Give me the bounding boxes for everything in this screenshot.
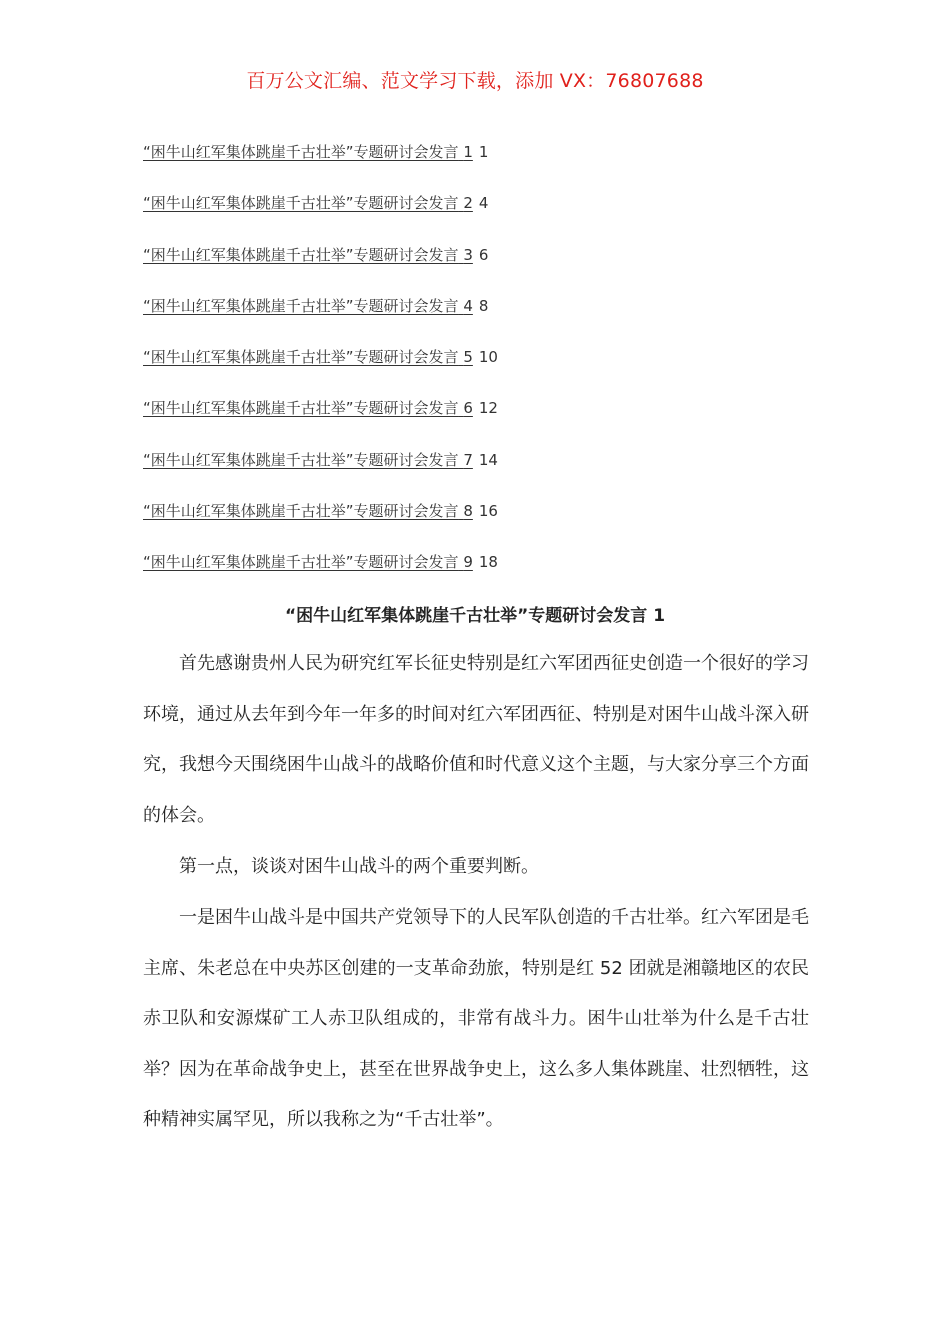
toc-page-number: 6 — [478, 245, 489, 264]
toc-item — [143, 245, 823, 296]
toc-page-number: 18 — [478, 553, 498, 572]
toc-page-number: 14 — [478, 450, 498, 469]
toc-item — [143, 142, 823, 193]
paragraph: 第一点，谈谈对困牛山战斗的两个重要判断。 — [179, 856, 539, 877]
toc-link[interactable]: “困牛山红军集体跳崖千古壮举”专题研讨会发言 8 — [143, 502, 473, 521]
toc-item — [143, 450, 823, 501]
toc-link[interactable]: “困牛山红军集体跳崖千古壮举”专题研讨会发言 9 — [143, 553, 473, 572]
paragraph: 首先感谢贵州人民为研究红军长征史特别是红六军团西征史创造一个很好的学习环境，通过从去年到今年一年多的时间对红六军团西征、特别是对困牛山战斗深入研究，我想今天围绕困牛山战斗的战略价值和时代意义这个主题，与大家分享三个方面的体会。 — [143, 653, 809, 826]
toc-item — [143, 501, 823, 552]
toc-link[interactable]: “困牛山红军集体跳崖千古壮举”专题研讨会发言 6 — [143, 399, 473, 418]
toc-item — [143, 193, 823, 244]
paragraph: 一是困牛山战斗是中国共产党领导下的人民军队创造的千古壮举。红六军团是毛主席、朱老总在中央苏区创建的一支革命劲旅，特别是红 52 团就是湘赣地区的农民赤卫队和安源煤矿工人赤卫队组成的，非常有战斗力。困牛山壮举为什么是千古壮举？因为在革命战争史上，甚至在世界战争史上，这么多人集体跳崖、壮烈牺牲，这种精神实属罕见，所以我称之为“千古壮举”。 — [143, 907, 809, 1131]
document-title: “困牛山红军集体跳崖千古壮举”专题研讨会发言 1 — [284, 606, 666, 626]
body-paragraph-block — [143, 842, 809, 893]
toc-page-number: 4 — [478, 194, 489, 213]
toc-item — [143, 398, 823, 449]
toc-item — [143, 347, 823, 398]
toc-item — [143, 296, 823, 347]
toc-item — [143, 552, 823, 603]
toc-page-number: 10 — [478, 348, 498, 367]
header-banner: 百万公文汇编、范文学习下载，添加 VX：76807688 — [246, 70, 704, 92]
toc-link[interactable]: “困牛山红军集体跳崖千古壮举”专题研讨会发言 5 — [143, 348, 473, 367]
toc-link[interactable]: “困牛山红军集体跳崖千古壮举”专题研讨会发言 1 — [143, 143, 473, 161]
toc-page-number: 8 — [478, 296, 489, 315]
toc-page-number: 1 — [478, 143, 489, 161]
toc-link[interactable]: “困牛山红军集体跳崖千古壮举”专题研讨会发言 4 — [143, 296, 473, 315]
toc-link[interactable]: “困牛山红军集体跳崖千古壮举”专题研讨会发言 3 — [143, 245, 473, 264]
toc-link[interactable]: “困牛山红军集体跳崖千古壮举”专题研讨会发言 2 — [143, 194, 473, 213]
table-of-contents — [143, 142, 823, 604]
toc-page-number: 16 — [478, 502, 498, 521]
toc-link[interactable]: “困牛山红军集体跳崖千古壮举”专题研讨会发言 7 — [143, 450, 473, 469]
toc-page-number: 12 — [478, 399, 498, 418]
body-paragraph-block — [143, 639, 809, 841]
body-paragraph-block — [143, 893, 809, 1146]
